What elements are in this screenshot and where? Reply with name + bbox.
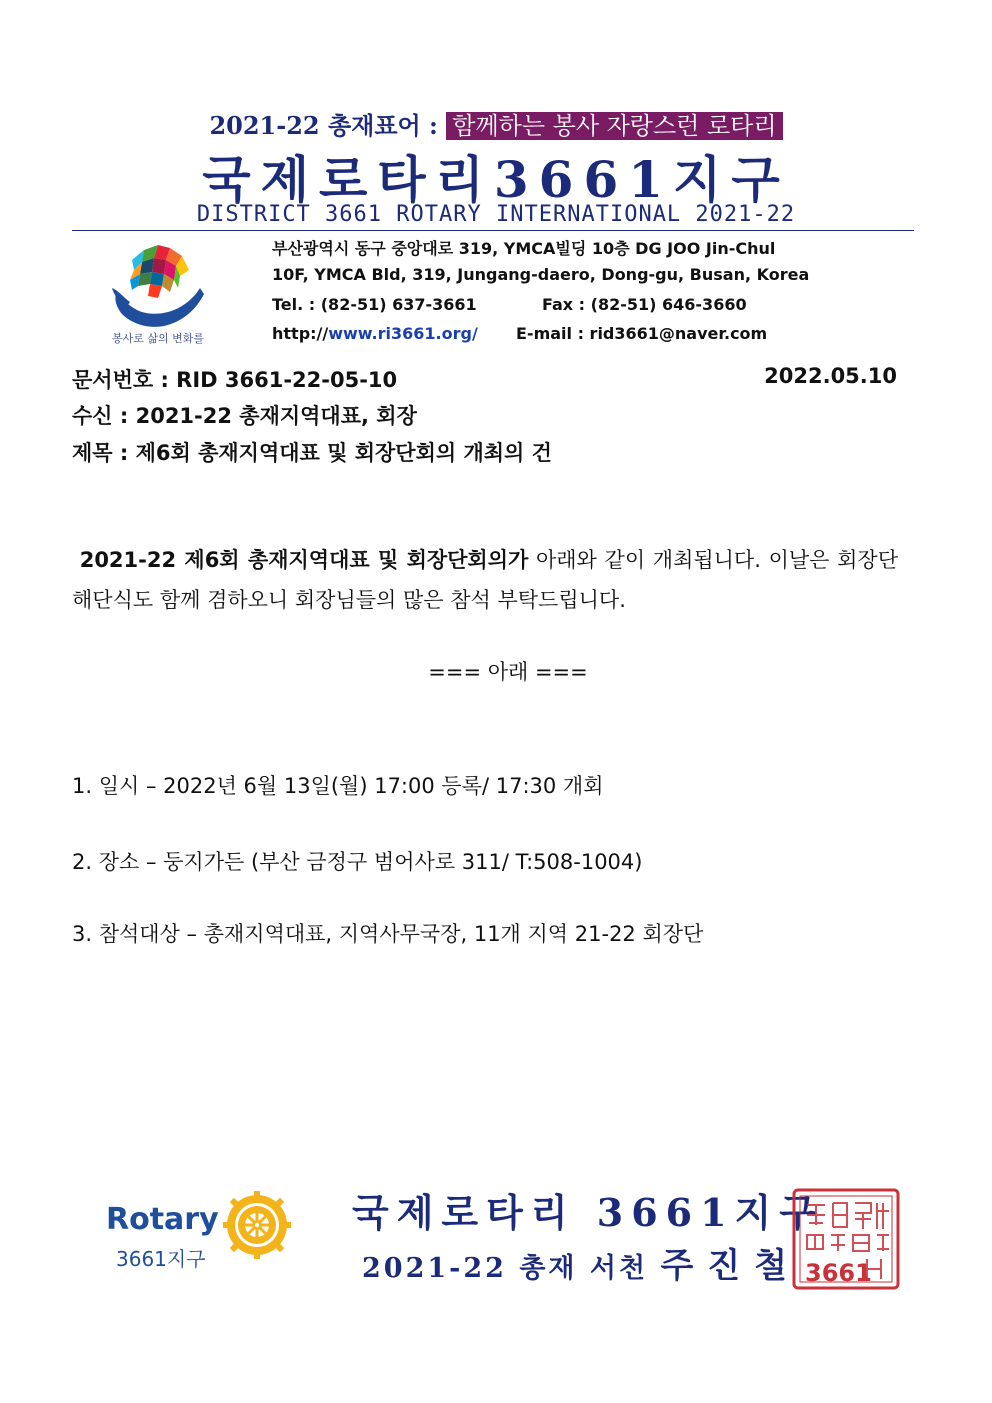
notice-heading: === 아래 ===	[428, 660, 588, 684]
document-number: 문서번호 : RID 3661-22-05-10	[72, 368, 398, 392]
list-item: 1. 일시 – 2022년 6월 13일(월) 17:00 등록/ 17:30 개회	[72, 774, 604, 798]
fax-number: Fax : (82-51) 646-3660	[542, 295, 747, 314]
list-item: 2. 장소 – 둥지가든 (부산 금정구 범어사로 311/ T:508-1004)	[72, 850, 643, 874]
website-link[interactable]	[272, 324, 478, 343]
body-paragraph	[72, 540, 898, 620]
org-title: 국제로타리3661지구	[202, 150, 790, 209]
district-english-title: DISTRICT 3661 ROTARY INTERNATIONAL 2021-22	[196, 202, 796, 227]
list-item: 3. 참석대상 – 총재지역대표, 지역사무국장, 11개 지역 21-22 회장단	[72, 922, 704, 946]
address-english: 10F, YMCA Bld, 319, Jungang-daero, Dong-gu, Busan, Korea	[272, 265, 810, 284]
signature-line	[362, 1238, 801, 1287]
phone-number: Tel. : (82-51) 637-3661	[272, 295, 477, 314]
body-bold-lead: 2021-22 제6회 총재지역대표 및 회장단회의가	[79, 548, 529, 572]
seal-number: 3661	[805, 1259, 872, 1287]
body-text: 아래와 같이 개최됩니다. 이날은 회장단 해단식도 함께 겸하오니 회장님들의 많은 참석 부탁드립니다.	[72, 548, 898, 612]
theme-motto: 함께하는 봉사 자랑스런 로타리	[446, 112, 782, 140]
theme-label: 2021-22 총재표어 :	[209, 111, 438, 140]
header-divider	[72, 230, 914, 231]
logo-caption: 봉사로 삶의 변화를	[111, 332, 204, 345]
signature-organization: 국제로타리 3661지구	[352, 1190, 824, 1235]
website-link-host[interactable]: www.ri3661.org/	[328, 324, 478, 343]
document-subject: 제목 : 제6회 총재지역대표 및 회장단회의 개최의 건	[72, 441, 552, 465]
signature-name: 주진철	[660, 1246, 802, 1286]
document-date: 2022.05.10	[764, 364, 897, 388]
signature-title: 2021-22 총재 서천	[362, 1253, 649, 1284]
official-seal-icon	[791, 1187, 901, 1291]
theme-line	[0, 106, 992, 141]
document-recipient: 수신 : 2021-22 총재지역대표, 회장	[72, 404, 417, 428]
rotary-wheel-icon	[222, 1190, 292, 1260]
email-address[interactable]: E-mail : rid3661@naver.com	[516, 324, 768, 343]
rotary-logo-subtitle: 3661지구	[116, 1247, 206, 1271]
website-link-prefix: http://	[272, 324, 329, 343]
address-korean: 부산광역시 동구 중앙대로 319, YMCA빌딩 10층 DG JOO Jin-Chul	[272, 239, 776, 258]
rotary-logo-word: Rotary	[106, 1202, 219, 1237]
